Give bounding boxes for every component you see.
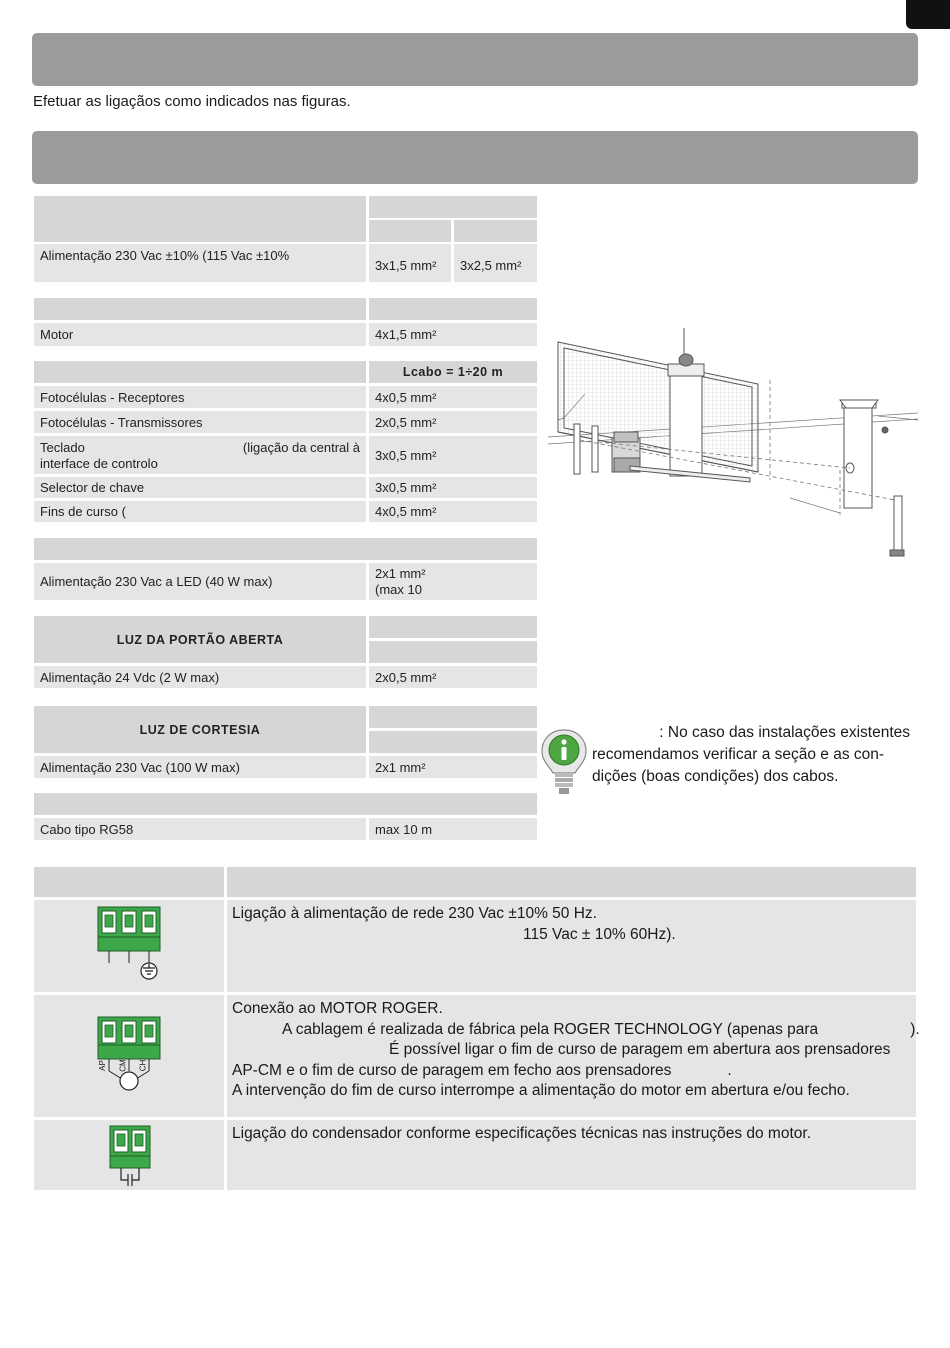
photocell-tx-section: 2x0,5 mm² <box>369 411 537 433</box>
cable-header-cell <box>369 616 537 638</box>
motor-section: 4x1,5 mm² <box>369 323 537 346</box>
motor-desc-line-2a: A cablagem é realizada de fábrica pela ROGER TECHNOLOGY (apenas para <box>282 1020 819 1038</box>
courtesy-light-label: LUZ DE CORTESIA <box>34 706 366 753</box>
info-lightbulb-icon <box>540 728 588 798</box>
note-line-1: : No caso das instalações existentes <box>659 724 910 741</box>
keypad-note: (ligação da central à <box>242 440 360 455</box>
keypad-label: Teclado <box>40 440 85 455</box>
cable-header-cell <box>369 196 537 218</box>
pin-label-ch: CH <box>138 1059 148 1072</box>
keypad-note-2: interface de controlo <box>40 456 158 471</box>
lcabo-header: Lcabo = 1÷20 m <box>369 361 537 383</box>
limit-switch-desc: Fins de curso ( <box>34 501 366 522</box>
cable-header-cell <box>369 706 537 728</box>
key-selector-section: 3x0,5 mm² <box>369 477 537 498</box>
photocell-rx-desc: Fotocélulas - Receptores <box>34 386 366 408</box>
motor-description <box>227 995 920 1117</box>
cable-header-cell <box>34 298 366 320</box>
terminal-header-cell <box>34 867 224 897</box>
gate-leaf <box>558 342 758 472</box>
motor-desc-line-5: A intervenção do fim de curso interrompe a alimentação do motor em abertura e/ou fecho. <box>232 1082 850 1099</box>
intro-text: Efetuar as ligaçãos como indicados nas figuras. <box>33 93 351 110</box>
photocell-rx-section: 4x0,5 mm² <box>369 386 537 408</box>
pin-label-cm: CM <box>118 1059 128 1072</box>
keypad-section: 3x0,5 mm² <box>369 436 537 474</box>
cable-header-cell <box>369 298 537 320</box>
antenna-section: max 10 m <box>369 818 537 840</box>
limit-switch-section: 4x0,5 mm² <box>369 501 537 522</box>
cable-header-cell <box>34 361 366 383</box>
pin-label-ap: AP <box>97 1060 107 1071</box>
open-light-section: 2x0,5 mm² <box>369 666 537 688</box>
page-corner-tab <box>906 0 950 29</box>
cable-header-cell <box>454 220 537 242</box>
open-light-desc: Alimentação 24 Vdc (2 W max) <box>34 666 366 688</box>
motor-terminal-cell <box>34 995 224 1117</box>
photocell-post-right <box>890 496 904 556</box>
gate-installation-illustration <box>540 320 925 565</box>
note-line-2: recomendamos verificar a seção e as con- <box>592 746 885 763</box>
mains-desc-line-2: 115 Vac ± 10% 60Hz). <box>523 925 676 943</box>
capacitor-desc-line-1: Ligação do condensador conforme especificações técnicas nas instruções do motor. <box>232 1125 812 1142</box>
section-header-band <box>32 33 918 86</box>
motor-desc-line-1: Conexão ao MOTOR ROGER. <box>232 1000 443 1017</box>
flashing-light-post <box>668 328 704 476</box>
motor-desc-line-2b: ). <box>910 1020 920 1038</box>
key-selector-desc: Selector de chave <box>34 477 366 498</box>
capacitor-terminal-cell <box>34 1120 224 1190</box>
cable-header-cell <box>369 641 537 663</box>
motor-desc-line-4 <box>232 1061 911 1082</box>
motor-terminal-icon <box>96 1015 166 1095</box>
power-desc: Alimentação 230 Vac ±10% (115 Vac ±10% <box>34 244 366 282</box>
antenna-desc: Cabo tipo RG58 <box>34 818 366 840</box>
power-section-b: 3x2,5 mm² <box>454 244 537 282</box>
cable-check-note <box>592 722 910 788</box>
motor-unit <box>612 432 640 472</box>
cable-header-cell <box>34 538 537 560</box>
capacitor-description <box>227 1120 916 1190</box>
terminal-header-cell <box>227 867 916 897</box>
cable-header-cell <box>34 793 537 815</box>
motor-desc-line-4b: . <box>727 1061 732 1079</box>
led-section-max: (max 10 <box>375 581 422 597</box>
courtesy-light-desc: Alimentação 230 Vac (100 W max) <box>34 756 366 778</box>
motor-desc-line-3: É possível ligar o fim de curso de paragem em abertura aos prensadores <box>389 1041 891 1058</box>
cable-header-cell <box>369 220 451 242</box>
keypad-desc <box>34 436 366 474</box>
mains-terminal-icon <box>96 905 166 985</box>
section-header-band-2 <box>32 131 918 184</box>
cable-header-cell <box>369 731 537 753</box>
led-section-value: 2x1 mm² <box>375 565 426 581</box>
led-desc: Alimentação 230 Vac a LED (40 W max) <box>34 563 366 600</box>
mains-description <box>227 900 916 992</box>
motor-desc: Motor <box>34 323 366 346</box>
note-line-3: dições (boas condições) dos cabos. <box>592 768 839 785</box>
led-section <box>369 563 537 600</box>
open-light-label: LUZ DA PORTÃO ABERTA <box>34 616 366 663</box>
motor-desc-line-2 <box>232 1020 920 1041</box>
courtesy-light-section: 2x1 mm² <box>369 756 537 778</box>
photocell-tx-desc: Fotocélulas - Transmissores <box>34 411 366 433</box>
mains-desc-line-1: Ligação à alimentação de rede 230 Vac ±10% 50 Hz. <box>232 905 597 922</box>
power-section-a: 3x1,5 mm² <box>369 244 451 282</box>
cable-header-cell <box>34 196 366 242</box>
mains-terminal-cell <box>34 900 224 992</box>
motor-desc-line-4a: AP-CM e o fim de curso de paragem em fecho aos prensadores <box>232 1061 672 1079</box>
capacitor-terminal-icon <box>108 1124 154 1188</box>
